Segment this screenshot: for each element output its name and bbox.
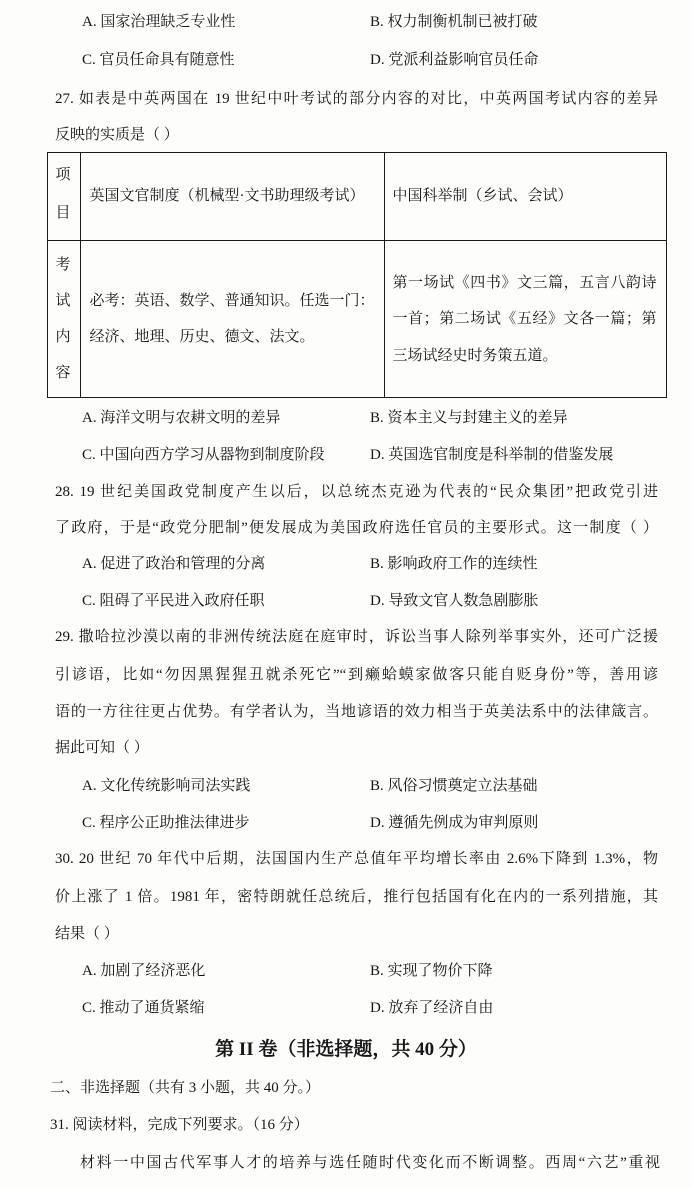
- q27-stem-line-2: 反映的实质是（ ）: [55, 127, 179, 143]
- q29-option-b: B. 风俗习惯奠定立法基础: [370, 778, 538, 794]
- q31-material-line: 材料一中国古代军事人才的培养与选任随时代变化而不断调整。西周“六艺”重视: [80, 1155, 660, 1171]
- comparison-table: [47, 152, 667, 398]
- table-cell-uk: [90, 283, 375, 355]
- table-row-item: 考试内容: [55, 256, 71, 381]
- q27-stem-line-1: 27. 如表是中英两国在 19 世纪中叶考试的部分内容的对比，中英两国考试内容的差异: [55, 91, 658, 107]
- q29-option-d: D. 遵循先例成为审判原则: [370, 815, 539, 831]
- q27-option-a: A. 海洋文明与农耕文明的差异: [82, 410, 281, 426]
- q30-stem-line-3: 结果（ ）: [55, 926, 119, 942]
- q30-option-d: D. 放弃了经济自由: [370, 1000, 494, 1016]
- q29-stem-line-4: 据此可知（ ）: [55, 740, 149, 756]
- q26-option-d: D. 党派利益影响官员任命: [370, 52, 539, 68]
- table-cell-cn-line: 第一场试《四书》文三篇，五言八韵诗: [392, 274, 657, 291]
- q28-option-d: D. 导致文官人数急剧膨胀: [370, 593, 539, 609]
- q29-stem-line-3: 语的一方往往更占优势。有学者认为，当地谚语的效力相当于英美法系中的法律箴言。: [55, 704, 658, 720]
- q28-option-b: B. 影响政府工作的连续性: [370, 556, 538, 572]
- q29-option-c: C. 程序公正助推法律进步: [82, 815, 250, 831]
- table-column-divider-1: [80, 153, 81, 397]
- part2-title: 第 II 卷（非选择题，共 40 分）: [215, 1039, 477, 1060]
- table-column-divider-2: [384, 153, 385, 397]
- q30-option-a: A. 加剧了经济恶化: [82, 963, 206, 979]
- table-row-divider: [48, 240, 666, 241]
- q27-option-b: B. 资本主义与封建主义的差异: [370, 410, 568, 426]
- q30-stem-line-1: 30. 20 世纪 70 年代中后期，法国国内生产总值年平均增长率由 2.6%下降到 1.3%，物: [55, 851, 658, 867]
- table-cell-cn-line: 一首；第二场试《五经》文各一篇；第: [392, 311, 657, 327]
- table-header-uk: [90, 185, 365, 207]
- q28-stem-line-2: 了政府，于是“政党分肥制”便发展成为美国政府选任官员的主要形式。这一制度（ ）: [55, 520, 658, 536]
- q29-stem-line-1: 29. 撒哈拉沙漠以南的非洲传统法庭在庭审时，诉讼当事人除列举事实外，还可广泛援: [55, 629, 658, 645]
- table-cell-cn-line: 三场试经史时务策五道。: [392, 347, 558, 364]
- q26-option-a: A. 国家治理缺乏专业性: [82, 14, 236, 30]
- q30-option-c: C. 推动了通货紧缩: [82, 1000, 205, 1016]
- q30-stem-line-2: 价上涨了 1 倍。1981 年，密特朗就任总统后，推行包括国有化在内的一系列措施，其: [55, 889, 658, 905]
- q26-option-b: B. 权力制衡机制已被打破: [370, 14, 538, 30]
- part2-section-heading: 二、非选择题（共有 3 小题，共 40 分。）: [50, 1080, 321, 1096]
- q28-stem-line-1: 28. 19 世纪美国政党制度产生以后，以总统杰克逊为代表的“民众集团”把政党引进: [55, 484, 658, 500]
- q31-stem: 31. 阅读材料，完成下列要求。（16 分）: [50, 1117, 309, 1133]
- table-header-uk-text: 英国文官制度（机械型·文书助理级考试）: [89, 187, 365, 204]
- table-header-item: 项目: [55, 166, 71, 221]
- q27-option-d: D. 英国选官制度是科举制的借鉴发展: [370, 447, 614, 463]
- q28-option-c: C. 阻碍了平民进入政府任职: [82, 593, 265, 609]
- table-header-cn: [393, 185, 573, 207]
- table-header-cn-text: 中国科举制（乡试、会试）: [392, 187, 573, 204]
- q26-option-c: C. 官员任命具有随意性: [82, 52, 235, 68]
- q29-option-a: A. 文化传统影响司法实践: [82, 778, 251, 794]
- q28-option-a: A. 促进了政治和管理的分离: [82, 556, 266, 572]
- table-cell-uk-line: 经济、地理、历史、德文、法文。: [89, 328, 315, 345]
- q27-option-c: C. 中国向西方学习从器物到制度阶段: [82, 447, 325, 463]
- table-cell-uk-line: 必考：英语、数学、普通知识。任选一门：: [89, 292, 375, 309]
- table-cell-cn: [393, 265, 657, 375]
- q30-option-b: B. 实现了物价下降: [370, 963, 493, 979]
- q29-stem-line-2: 引谚语，比如“勿因黑猩猩丑就杀死它”“到癞蛤蟆家做客只能自贬身份”等，善用谚: [55, 667, 658, 683]
